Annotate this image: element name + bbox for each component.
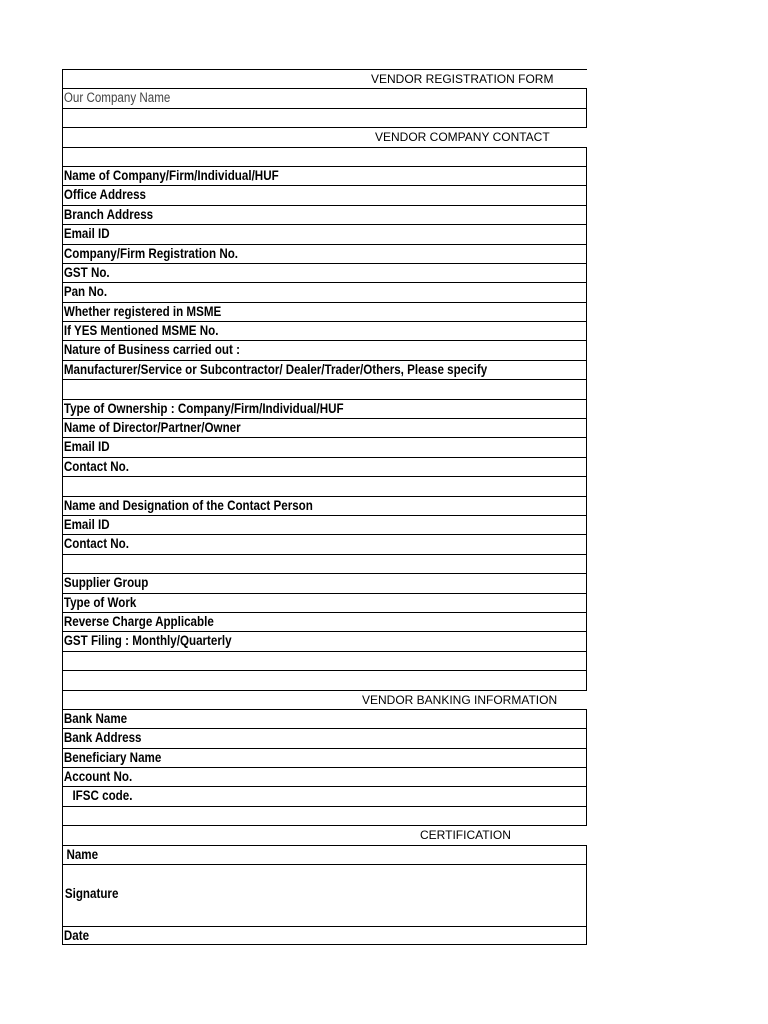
field-label: Email ID: [63, 516, 110, 532]
field-label: Beneficiary Name: [63, 749, 162, 765]
field-label: IFSC code.: [72, 788, 133, 804]
field-label: Signature: [64, 886, 119, 902]
field-contact-person-phone[interactable]: [62, 534, 587, 553]
blank-row[interactable]: [62, 554, 587, 573]
field-label: Date: [63, 928, 90, 944]
blank-row[interactable]: [62, 108, 587, 127]
field-label: Company/Firm Registration No.: [63, 245, 239, 261]
blank-row[interactable]: [62, 651, 587, 670]
section-certification-heading: CERTIFICATION: [420, 828, 511, 843]
field-business-type[interactable]: [62, 360, 587, 379]
field-label: Type of Ownership : Company/Firm/Individual/HUF: [63, 400, 344, 416]
vendor-registration-form: [62, 69, 587, 945]
field-cert-signature[interactable]: [62, 864, 587, 926]
field-director-name[interactable]: [62, 418, 587, 437]
field-ownership-type[interactable]: [62, 399, 587, 418]
section-contact-row: [62, 127, 587, 146]
field-label: GST No.: [63, 264, 110, 280]
field-type-of-work[interactable]: [62, 593, 587, 612]
field-label: Bank Address: [63, 730, 142, 746]
section-banking-heading: VENDOR BANKING INFORMATION: [362, 692, 558, 707]
field-branch-address[interactable]: [62, 205, 587, 224]
field-owner-email[interactable]: [62, 437, 587, 456]
field-reverse-charge[interactable]: [62, 612, 587, 631]
form-title-row: [62, 69, 587, 88]
field-msme-registered[interactable]: [62, 302, 587, 321]
field-beneficiary-name[interactable]: [62, 748, 587, 767]
form-title: VENDOR REGISTRATION FORM: [371, 72, 554, 86]
blank-row[interactable]: [62, 379, 587, 398]
field-label: Name of Company/Firm/Individual/HUF: [63, 167, 279, 183]
field-gst-filing[interactable]: [62, 631, 587, 650]
field-msme-no[interactable]: [62, 321, 587, 340]
field-label: If YES Mentioned MSME No.: [63, 323, 219, 339]
blank-row[interactable]: [62, 670, 587, 689]
field-label: Supplier Group: [63, 575, 149, 591]
field-contact-person[interactable]: [62, 496, 587, 515]
field-pan-no[interactable]: [62, 282, 587, 301]
field-label: Reverse Charge Applicable: [63, 613, 214, 629]
field-label: Email ID: [63, 226, 110, 242]
field-label: Contact No.: [63, 458, 130, 474]
company-name-row[interactable]: [62, 88, 587, 107]
blank-row[interactable]: [62, 147, 587, 166]
field-company-name[interactable]: [62, 166, 587, 185]
field-label: Type of Work: [63, 594, 137, 610]
field-registration-no[interactable]: [62, 244, 587, 263]
field-label: Account No.: [63, 769, 133, 785]
company-name: Our Company Name: [63, 90, 171, 106]
field-ifsc-code[interactable]: [62, 786, 587, 805]
field-office-address[interactable]: [62, 185, 587, 204]
field-gst-no[interactable]: [62, 263, 587, 282]
field-cert-date[interactable]: [62, 926, 587, 945]
field-label: Branch Address: [63, 206, 154, 222]
field-label: Pan No.: [63, 284, 108, 300]
field-label: Name and Designation of the Contact Person: [63, 497, 313, 513]
field-label: Name: [66, 846, 99, 862]
section-banking-row: [62, 690, 587, 709]
field-owner-contact[interactable]: [62, 457, 587, 476]
field-label: Email ID: [63, 439, 110, 455]
field-label: Manufacturer/Service or Subcontractor/ Dealer/Trader/Others, Please specify: [63, 361, 488, 377]
field-label: Bank Name: [63, 710, 128, 726]
section-certification-row: [62, 825, 587, 844]
field-bank-address[interactable]: [62, 728, 587, 747]
field-contact-person-email[interactable]: [62, 515, 587, 534]
field-nature-of-business[interactable]: [62, 340, 587, 359]
field-email-id[interactable]: [62, 224, 587, 243]
field-label: Contact No.: [63, 536, 130, 552]
field-label: Nature of Business carried out :: [63, 342, 240, 358]
field-label: Whether registered in MSME: [63, 303, 222, 319]
field-label: Office Address: [63, 187, 147, 203]
field-bank-name[interactable]: [62, 709, 587, 728]
field-cert-name[interactable]: [62, 845, 587, 864]
field-label: GST Filing : Monthly/Quarterly: [63, 633, 232, 649]
blank-row[interactable]: [62, 476, 587, 495]
blank-row[interactable]: [62, 806, 587, 825]
field-label: Name of Director/Partner/Owner: [63, 420, 241, 436]
section-contact-heading: VENDOR COMPANY CONTACT: [375, 130, 550, 145]
field-supplier-group[interactable]: [62, 573, 587, 592]
field-account-no[interactable]: [62, 767, 587, 786]
